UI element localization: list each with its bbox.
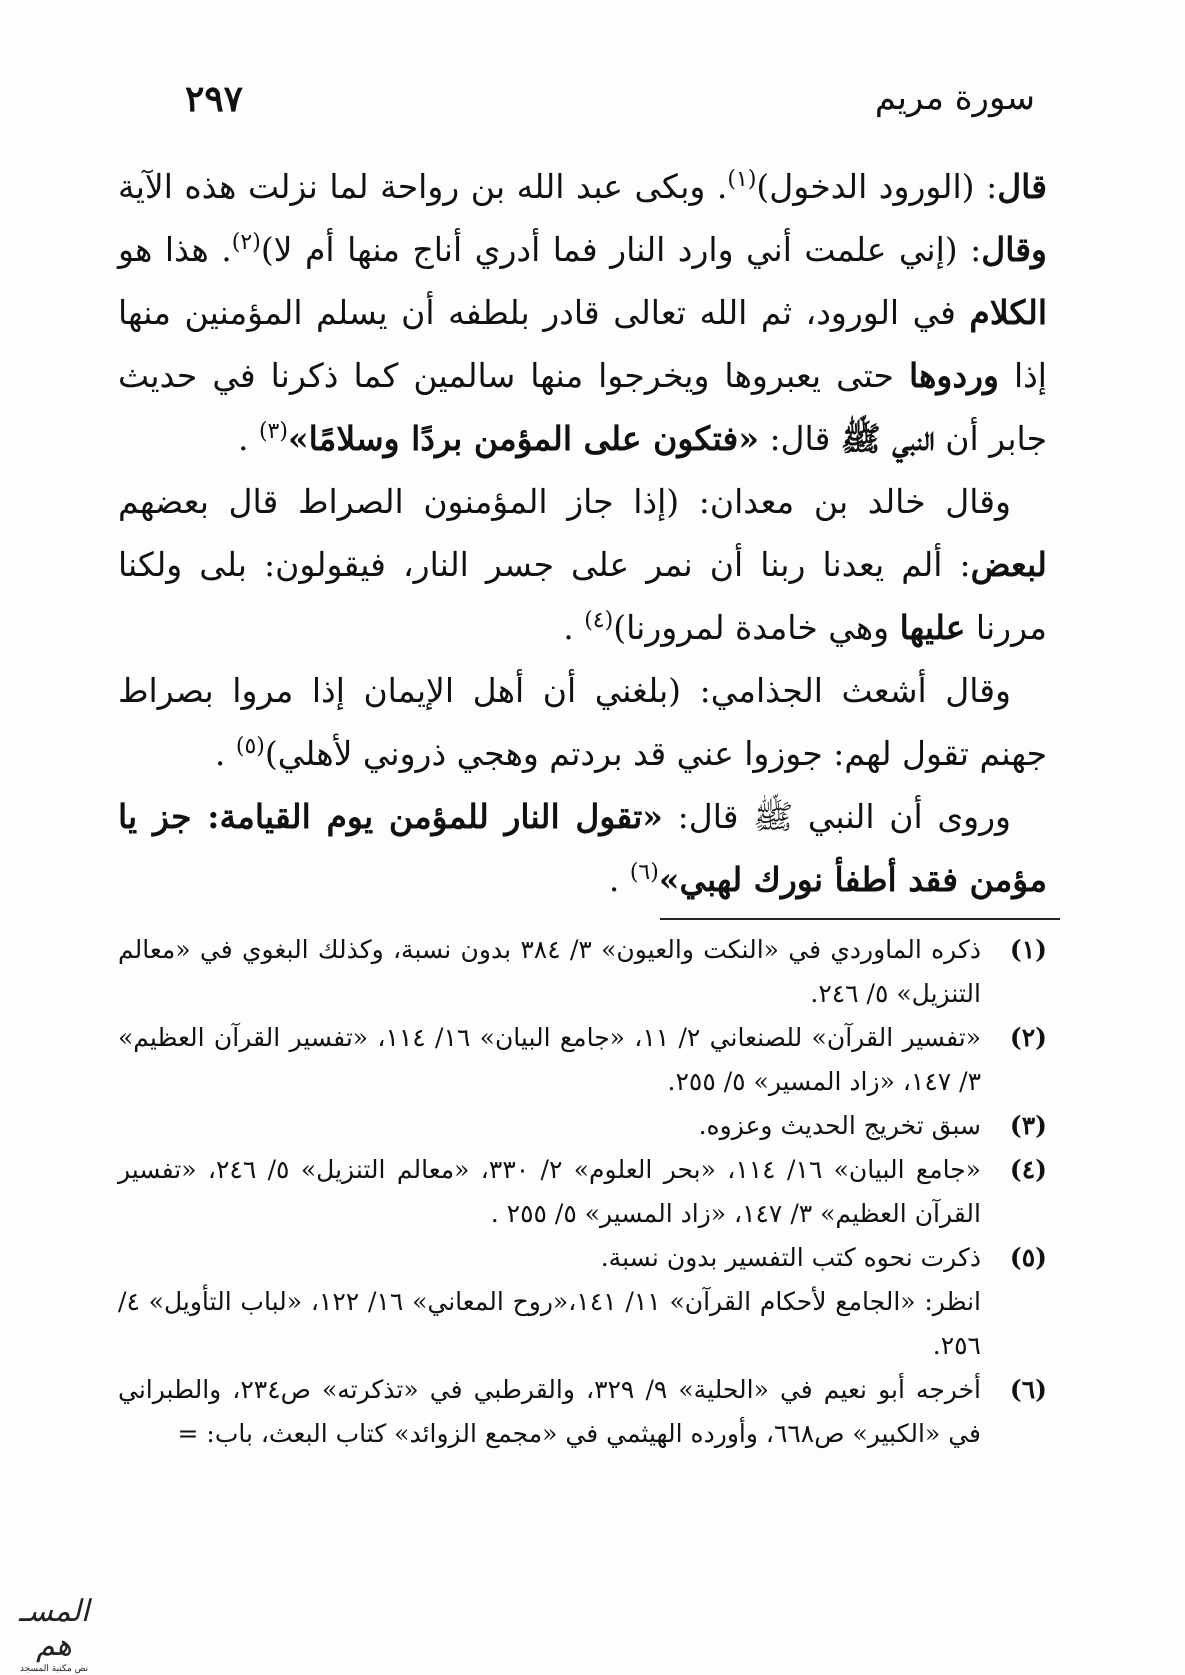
text-span: : ألم يعدنا ربنا أن نمر على جسر النار، فيقولون: بلى ولكنا مررنا xyxy=(118,545,1047,647)
footnotes xyxy=(118,928,1047,1456)
text-span: . وبكى عبد الله بن رواحة لما نزلت هذه الآية xyxy=(118,167,728,206)
footnote-2 xyxy=(118,1016,1047,1104)
footnote-number: (٣) xyxy=(1009,1111,1047,1140)
footnote-number: (١) xyxy=(1009,935,1047,964)
bold-word: عليها xyxy=(899,608,966,647)
paragraph-2 xyxy=(118,470,1047,659)
text-span: قال: xyxy=(758,419,841,458)
footnote-text: أخرجه أبو نعيم في «الحلية» ٩/ ٣٢٩، والقرطبي في «تذكرته» ص٢٣٤، والطبراني في «الكبير» ص٦٦٨، وأورده الهيثمي في «مجمع الزوائد» كتاب البعث، باب: = xyxy=(118,1375,982,1448)
footnote-text: «جامع البيان» ١٦/ ١١٤، «بحر العلوم» ٢/ ٣٣٠، «معالم التنزيل» ٥/ ٢٤٦، «تفسير القرآن العظيم» ٣/ ١٤٧، «زاد المسير» ٥/ ٢٥٥ . xyxy=(118,1155,981,1228)
text-span: تقول لهم: جوزوا عني قد بردتم وهجي ذروني لأهلي) xyxy=(264,734,969,773)
text-span: . xyxy=(214,734,236,773)
text-span: . xyxy=(237,419,259,458)
footnote-3 xyxy=(118,1104,1047,1148)
paragraph-4 xyxy=(118,785,1047,911)
footnote-number: (٢) xyxy=(1009,1023,1047,1052)
text-span: وقال خالد بن معدان: (إذا جاز المؤمنون الصراط قال بعضهم xyxy=(118,482,1011,521)
footnote-number: (٤) xyxy=(1009,1155,1047,1184)
footnote-ref-1[interactable]: (١) xyxy=(727,167,757,192)
footnote-number: (٥) xyxy=(1009,1243,1047,1272)
paragraph-3 xyxy=(118,659,1047,785)
bold-word: قال xyxy=(997,167,1047,206)
text-span: . xyxy=(608,860,630,899)
footnote-ref-2[interactable]: (٢) xyxy=(231,230,261,255)
text-span: . xyxy=(563,608,585,647)
text-span: : (الورود الدخول) xyxy=(756,167,998,206)
bold-word: الكلام xyxy=(969,293,1047,332)
library-logo xyxy=(6,1594,102,1674)
footnote-text: «تفسير القرآن» للصنعاني ٢/ ١١، «جامع البيان» ١٦/ ١١٤، «تفسير القرآن العظيم» ٣/ ١٤٧، «زاد المسير» ٥/ ٢٥٥. xyxy=(118,1023,982,1096)
footnote-5 xyxy=(118,1236,1047,1368)
bold-word: النبي ﷺ xyxy=(840,419,935,458)
bold-word: لبعض xyxy=(970,545,1047,584)
logo-sub-text: نص مكتبة المسجد xyxy=(19,1664,89,1674)
bold-word: وردوها xyxy=(908,356,999,395)
bold-word: وقال xyxy=(981,230,1047,269)
footnote-6 xyxy=(118,1368,1047,1456)
page-header xyxy=(185,78,1035,128)
footnote-separator xyxy=(660,918,1060,920)
footnote-ref-4[interactable]: (٤) xyxy=(584,608,614,633)
footnote-continuation: انظر: «الجامع لأحكام القرآن» ١١/ ١٤١،«روح المعاني» ١٦/ ١٢٢، «لباب التأويل» ٤/ ٢٥٦. xyxy=(118,1287,981,1360)
footnote-text: ذكرت نحوه كتب التفسير بدون نسبة. xyxy=(600,1243,981,1272)
surah-title: سورة مريم xyxy=(874,78,1035,118)
footnote-text: سبق تخريج الحديث وعزوه. xyxy=(698,1111,981,1140)
footnote-number: (٦) xyxy=(1009,1375,1047,1404)
text-span: وهي خامدة لمرورنا) xyxy=(613,608,900,647)
main-text xyxy=(118,155,1047,911)
hadith-quote: «فتكون على المؤمن بردًا وسلامًا» xyxy=(287,419,759,458)
footnote-1 xyxy=(118,928,1047,1016)
text-span: في الورود، ثم الله تعالى قادر بلطفه أن يسلم المؤمنين منها إذا xyxy=(118,293,1047,395)
text-span: . هذا هو xyxy=(118,230,232,269)
footnote-4 xyxy=(118,1148,1047,1236)
footnote-ref-5[interactable]: (٥) xyxy=(235,734,265,759)
hadith-quote: «تقول النار للمؤمن يوم القيامة: جز يا مؤمن فقد أطفأ نورك لهبي» xyxy=(118,797,1047,899)
text-span: حتى يعبروها ويخرجوا منها سالمين كما ذكرنا في حديث جابر أن xyxy=(118,356,1047,458)
text-span: وروى أن النبي ﷺ قال: xyxy=(662,797,1011,836)
footnote-ref-6[interactable]: (٦) xyxy=(629,860,659,885)
footnote-ref-3[interactable]: (٣) xyxy=(258,419,288,444)
logo-main-text: المسـ هم xyxy=(18,1594,90,1663)
text-span: وقال أشعث الجذامي: (بلغني أن أهل الإيمان إذا مروا بصراط جهنم xyxy=(118,671,1047,773)
paragraph-1 xyxy=(118,155,1047,470)
page-number: ٢٩٧ xyxy=(185,78,244,120)
footnote-text: ذكره الماوردي في «النكت والعيون» ٣/ ٣٨٤ بدون نسبة، وكذلك البغوي في «معالم التنزيل» ٥/ ٢٤٦. xyxy=(118,935,982,1008)
text-span: : (إني علمت أني وارد النار فما أدري أناج منها أم لا) xyxy=(260,230,982,269)
